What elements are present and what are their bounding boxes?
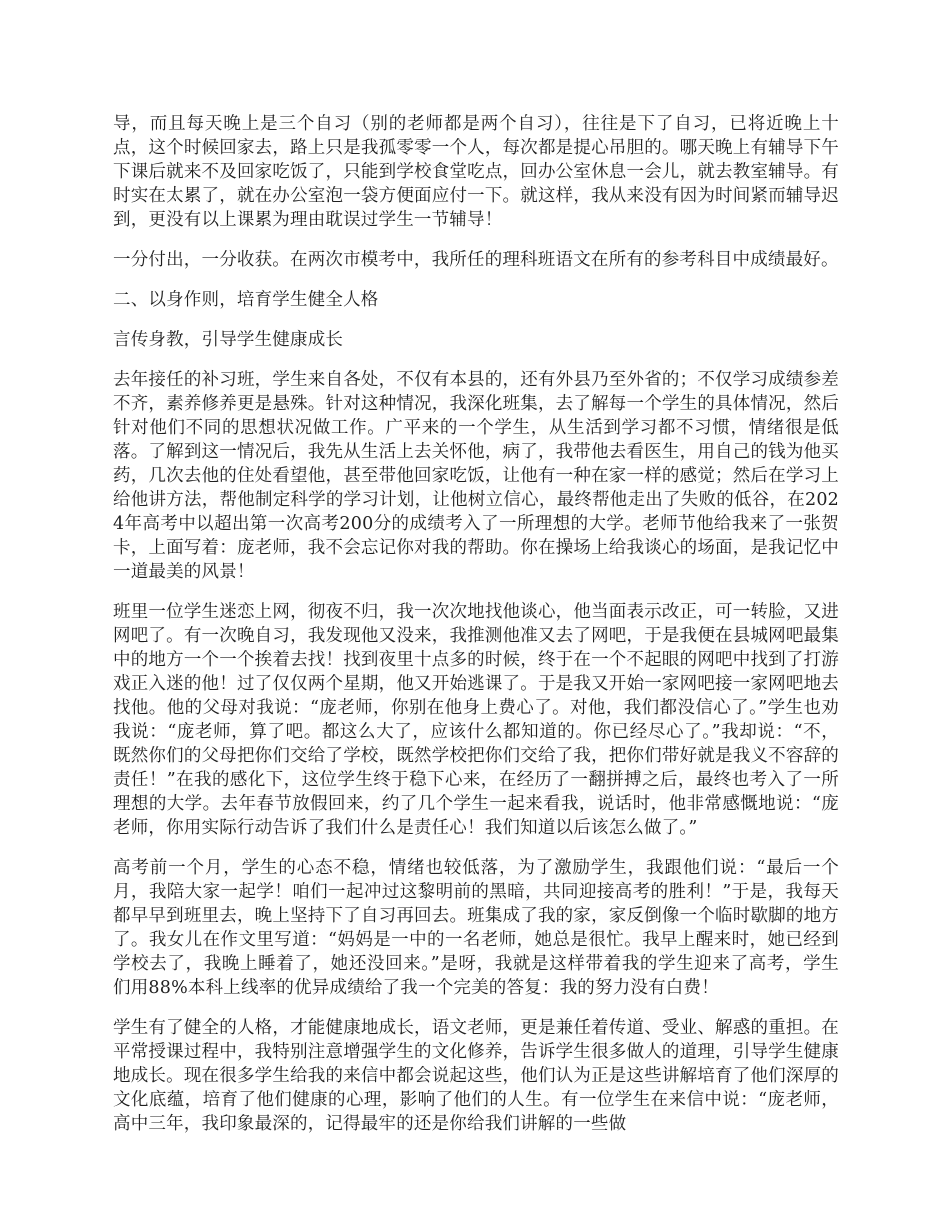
paragraph-exam-month: 高考前一个月，学生的心态不稳，情绪也较低落，为了激励学生，我跟他们说：“最后一个月，我陪大家一起学！咱们一起冲过这黎明前的黑暗，共同迎接高考的胜利！”于是，我每天都早早到班里去，晚上坚持下了自习再回去。班集成了我的家，家反倒像一个临时歇脚的地方了。我女儿在作文里写道：“妈妈是一中的一名老师，她总是很忙。我早上醒来时，她已经到学校去了，我晚上睡着了，她还没回来。”是呀，我就是这样带着我的学生迎来了高考，学生们用88%本科上线率的优异成绩给了我一个完美的答复：我的努力没有白费！ (113, 858, 839, 998)
paragraph-tutoring-class: 去年接任的补习班，学生来自各处，不仅有本县的，还有外县乃至外省的；不仅学习成绩参差不齐，素养修养更是悬殊。针对这种情况，我深化班集，去了解每一个学生的具体情况，然后针对他们不同的思想状况做工作。广平来的一个学生，从生活到学习都不习惯，情绪很是低落。了解到这一情况后，我先从生活上去关怀他，病了，我带他去看医生，用自己的钱为他买药，几次去他的住处看望他，甚至带他回家吃饭，让他有一种在家一样的感觉；然后在学习上给他讲方法，帮他制定科学的学习计划，让他树立信心，最终帮他走出了失败的低谷，在2024年高考中以超出第一次高考200分的成绩考入了一所理想的大学。老师节他给我来了一张贺卡，上面写着：庞老师，我不会忘记你对我的帮助。你在操场上给我谈心的场面，是我记忆中一道最美的风景！ (113, 370, 839, 582)
paragraph-tutoring-schedule: 导，而且每天晚上是三个自习（别的老师都是两个自习），往往是下了自习，已将近晚上十点，这个时候回家去，路上只是我孤零零一个人，每次都是提心吊胆的。哪天晚上有辅导下午下课后就来不及回家吃饭了，只能到学校食堂吃点，回办公室休息一会儿，就去教室辅导。有时实在太累了，就在办公室泡一袋方便面应付一下。就这样，我从来没有因为时间紧而辅导迟到，更没有以上课累为理由耽误过学生一节辅导！ (113, 114, 839, 230)
paragraph-internet-student: 班里一位学生迷恋上网，彻夜不归，我一次次地找他谈心，他当面表示改正，可一转脸，又进网吧了。有一次晚自习，我发现他又没来，我推测他准又去了网吧，于是我便在县城网吧最集中的地方一个一个挨着去找！找到夜里十点多的时候，终于在一个不起眼的网吧中找到了打游戏正入迷的他！过了仅仅两个星期，他又开始逃课了。于是我又开始一家网吧接一家网吧地去找他。他的父母对我说：“庞老师，你别在他身上费心了。对他，我们都没信心了。”学生也劝我说：“庞老师，算了吧。都这么大了，应该什么都知道的。你已经尽心了。”我却说：“不，既然你们的父母把你们交给了学校，既然学校把你们交给了我，把你们带好就是我义不容辞的责任！”在我的感化下，这位学生终于稳下心来，在经历了一翻拼搏之后，最终也考入了一所理想的大学。去年春节放假回来，约了几个学生一起来看我，说话时，他非常感慨地说：“庞老师，你用实际行动告诉了我们什么是责任心！我们知道以后该怎么做了。” (113, 602, 839, 838)
subsection-heading: 言传身教，引导学生健康成长 (113, 330, 344, 350)
section-heading: 二、以身作则，培育学生健全人格 (113, 290, 379, 310)
document-page (113, 112, 839, 1152)
paragraph-personality: 学生有了健全的人格，才能健康地成长，语文老师，更是兼任着传道、受业、解惑的重担。在平常授课过程中，我特别注意增强学生的文化修养，告诉学生很多做人的道理，引导学生健康地成长。现在很多学生给我的来信中都会说起这些，他们认为正是这些讲解培育了他们深厚的文化底蕴，培育了他们健康的心理，影响了他们的人生。有一位学生在来信中说：“庞老师，高中三年，我印象最深的，记得最牢的还是你给我们讲解的一些做 (113, 1018, 839, 1134)
paragraph-results: 一分付出，一分收获。在两次市模考中，我所任的理科班语文在所有的参考科目中成绩最好。 (113, 250, 839, 270)
